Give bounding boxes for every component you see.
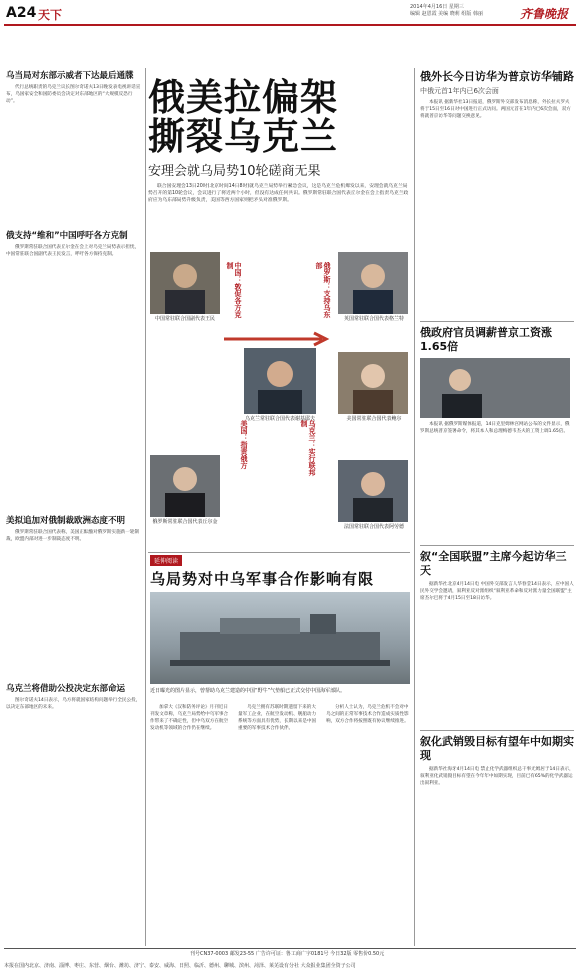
caption-wang-min: 中国常驻联合国副代表王民 bbox=[154, 316, 215, 322]
sec2-tag: 延伸阅读 bbox=[150, 555, 182, 566]
right-divider bbox=[420, 730, 574, 731]
editors-line: 编辑 赵恩霞 美编 晓莉 组版 韩丽 bbox=[410, 11, 483, 17]
photo-uk-rep bbox=[338, 252, 408, 314]
footer-rule bbox=[4, 948, 576, 949]
main-lead: 联合国安理会13日20时(北京时间14日8时)就乌克兰局势举行紧急会议，这是乌克兰危机爆发以来，安理会就乌克兰局势召开的第10轮会议，会议进行了将近两个小时，但没有达成任何共识。俄罗斯常驻联合国代表丘尔金在会上指责乌克兰政府应为乌东部局势升级负责，美国等西方国家则把矛头对准俄罗斯。 bbox=[148, 184, 409, 203]
caption-chair: 乌克兰常驻联合国代表谢基耶夫 bbox=[244, 416, 315, 422]
portrait-icon bbox=[150, 455, 220, 517]
right-body-3: 据新华社北京4月14日电 中国外交部发言人华春莹14日表示，应中国人民外交学会邀请，叙利亚反对派组织“叙利亚革命和反对派力量全国联盟”主席杰尔巴将于4月15日至18日访华。 bbox=[420, 582, 574, 602]
main-subheadline: 安理会就乌局势10轮磋商无果 bbox=[148, 164, 321, 179]
portrait-icon bbox=[338, 352, 408, 414]
left-headline-3: 美拟追加对俄制裁欧洲态度不明 bbox=[6, 516, 126, 526]
caption-churkin: 俄罗斯常驻联合国代表丘尔金 bbox=[152, 519, 218, 525]
right-body-2: 本报讯 据俄罗斯媒体报道，14日克里姆林宫网站公布的文件显示，俄罗斯总统普京签署命令，将其本人和总理梅德韦杰夫的工资上调1.65倍。 bbox=[420, 422, 570, 435]
arrow-to-chair-icon bbox=[222, 330, 332, 348]
photo-us-rep bbox=[338, 352, 408, 414]
portrait-icon bbox=[338, 460, 408, 522]
right-headline-2: 俄政府官员调薪普京工资涨1.65倍 bbox=[420, 326, 552, 353]
photo-chair bbox=[244, 348, 316, 414]
right-body-4: 据新华社海牙4月14日电 禁止化学武器组织总干事尤姆居于14日表示，叙利亚化武销毁目标有望在今年年中如期实现，目前已有65%的化学武器运出叙利亚。 bbox=[420, 767, 574, 787]
sec2-headline: 乌局势对中乌军事合作影响有限 bbox=[150, 570, 375, 588]
right-subhead-1: 中俄元首1年内已6次会面 bbox=[420, 87, 499, 95]
footer-stations: 本报在国内北京、济南、淄博、枣庄、东营、烟台、潍坊、济宁、泰安、威海、日照、临沂、德州、聊城、滨州、菏泽、莱芜设有分社 大众报业集团全资子公司 bbox=[4, 963, 356, 969]
right-divider bbox=[420, 321, 574, 322]
left-body-3: 俄罗斯常驻联合国代表称，美国正酝酿对俄罗斯实施新一轮制裁，欧盟内部对进一步制裁态度不明。 bbox=[6, 530, 140, 543]
portrait-icon bbox=[338, 252, 408, 314]
photo-fr-rep bbox=[338, 460, 408, 522]
left-body-2: 俄罗斯常驻联合国代表丘尔金在会上对乌克兰局势表示担忧，中国常驻联合国副代表王民发言，呼吁各方保持克制。 bbox=[6, 245, 140, 258]
portrait-icon bbox=[420, 358, 570, 418]
caption-fr-rep: 法国常驻联合国代表阿劳德 bbox=[343, 524, 404, 530]
left-headline-1: 乌当局对东部示威者下达最后通牒 bbox=[6, 71, 134, 81]
label-ukraine: 乌克兰：实行联邦制 bbox=[300, 420, 316, 476]
hovercraft-icon bbox=[150, 592, 410, 684]
story-divider bbox=[148, 552, 410, 553]
left-headline-2: 俄支持“维和”中国呼吁各方克制 bbox=[6, 231, 128, 241]
section-name: 天下 bbox=[38, 8, 63, 22]
label-russia: 俄罗斯：支持乌东部 bbox=[315, 262, 331, 318]
right-headline-3: 叙“全国联盟”主席今起访华三天 bbox=[420, 550, 567, 577]
photo-wang-min bbox=[150, 252, 220, 314]
column-divider bbox=[414, 68, 415, 946]
left-column bbox=[6, 70, 142, 857]
sec2-body-col1: 加拿大《汉和防务评论》月刊近日刊发文章称，乌克兰局势给中乌军事合作带来了不确定性，但中乌双方在航空发动机等领域的合作仍在继续。 bbox=[150, 705, 229, 732]
portrait-icon bbox=[244, 348, 316, 414]
hovercraft-photo bbox=[150, 592, 410, 684]
footer-info: 刊号CN37-0003 邮发23-55 广告许可证：鲁工商广字0181号 今日32版 零售价0.50元 bbox=[190, 951, 385, 957]
issue-date: 2014年4月16日 星期三 bbox=[410, 4, 464, 10]
putin-photo bbox=[420, 358, 570, 418]
label-china: 中国：敦促各方克制 bbox=[226, 262, 242, 318]
sec2-body-col2: 乌克兰拥有苏联时期遗留下来的大量军工企业，在航空发动机、舰船动力系统等方面具有优势，长期以来是中国重要的军事技术合作伙伴。 bbox=[238, 705, 317, 732]
main-headline-line2: 撕裂乌克兰 bbox=[148, 114, 338, 158]
left-headline-4: 乌克兰将借助公投决定东部命运 bbox=[6, 684, 126, 694]
right-divider bbox=[420, 545, 574, 546]
left-body-4: 图尔奇诺夫14日表示，乌方将就国家结构问题举行全民公投，以决定东部地区的未来。 bbox=[6, 698, 141, 711]
page-number: A24 bbox=[6, 5, 37, 21]
sec2-body-col3: 分析人士认为，乌克兰危机不会对中乌之间的正常军事技术合作造成实质性影响，双方合作将按照既有协议继续推进。 bbox=[326, 705, 409, 725]
header-meta bbox=[410, 4, 483, 18]
right-headline-4: 叙化武销毁目标有望年中如期实现 bbox=[420, 735, 574, 762]
label-us: 美国：指责俄方 bbox=[240, 420, 248, 469]
right-body-1: 本报讯 据新华社13日报道，俄罗斯外交部发布消息称，外长拉夫罗夫将于15日至16日对中国进行正式访问。两国元首在1年内已6次会面，双方将就普京访华等问题交换意见。 bbox=[420, 100, 571, 120]
newspaper-logo: 齐鲁晚报 bbox=[520, 7, 569, 21]
caption-us-rep: 美国常驻联合国代表鲍尔 bbox=[346, 416, 402, 422]
portrait-icon bbox=[150, 252, 220, 314]
right-column bbox=[420, 70, 574, 886]
hovercraft-caption: 近日曝光的图片显示，曾帮助乌克兰建造的中国“野牛”气垫船已正式交付中国海军部队。 bbox=[150, 688, 346, 694]
masthead-bar bbox=[4, 4, 576, 26]
main-headline bbox=[148, 75, 338, 158]
caption-uk-rep: 英国常驻联合国代表格兰特 bbox=[343, 316, 404, 322]
main-headline-line1: 俄美拉偏架 bbox=[148, 75, 338, 119]
column-divider bbox=[145, 68, 146, 946]
left-body-1: 代行总统职责的乌克兰议长图尔奇诺夫13日晚发表电视讲话宣布，乌国家安全和国防委员会决定对东部地区的“大规模反恐行动”。 bbox=[6, 85, 141, 105]
photo-churkin bbox=[150, 455, 220, 517]
right-headline-1: 俄外长今日访华为普京访华铺路 bbox=[420, 70, 574, 83]
